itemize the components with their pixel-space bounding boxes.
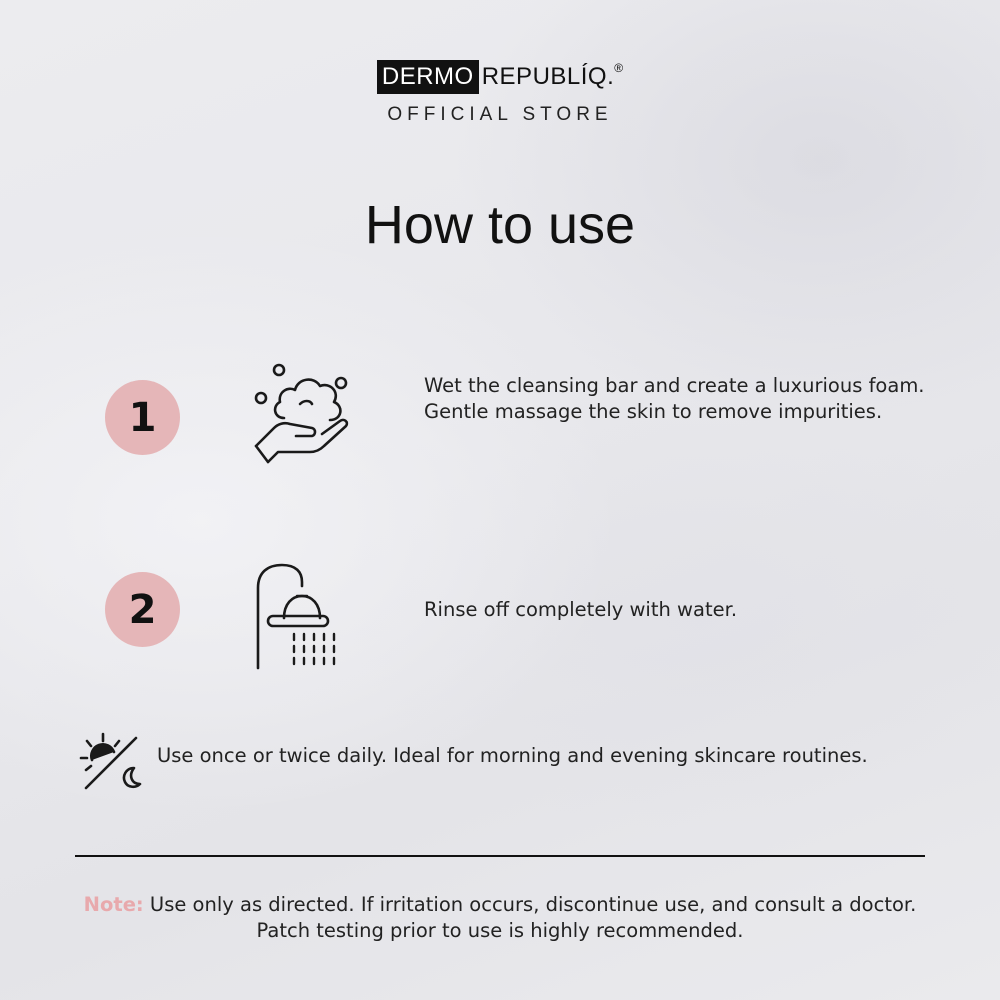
divider <box>75 855 925 857</box>
note-line-1 <box>0 892 1000 918</box>
foam-hand-icon <box>248 360 358 470</box>
step-2-number: 2 <box>128 586 157 633</box>
store-subtitle: OFFICIAL STORE <box>387 104 613 125</box>
step-1-number: 1 <box>128 394 157 441</box>
brand-logo <box>0 60 1000 94</box>
page-title: How to use <box>364 195 636 255</box>
logo-dark-part: DERMO <box>377 60 479 94</box>
logo-light-part: REPUBLÍQ. <box>481 63 615 90</box>
step-2-text: Rinse off completely with water. <box>424 598 738 621</box>
note-line-2: Patch testing prior to use is highly recommended. <box>256 919 744 942</box>
day-night-icon <box>78 730 146 792</box>
note-label: Note: <box>83 893 144 916</box>
usage-frequency-text: Use once or twice daily. Ideal for morning and evening skincare routines. <box>157 744 868 767</box>
note-block <box>0 892 1000 944</box>
step-2-badge <box>105 572 180 647</box>
step-1-badge <box>105 380 180 455</box>
step-1-text: Wet the cleansing bar and create a luxurious foam. Gentle massage the skin to remove impurities. <box>424 374 925 423</box>
note-text-1: Use only as directed. If irritation occurs, discontinue use, and consult a doctor. <box>143 893 917 916</box>
shower-icon <box>250 560 354 672</box>
registered-mark: ® <box>614 61 624 75</box>
